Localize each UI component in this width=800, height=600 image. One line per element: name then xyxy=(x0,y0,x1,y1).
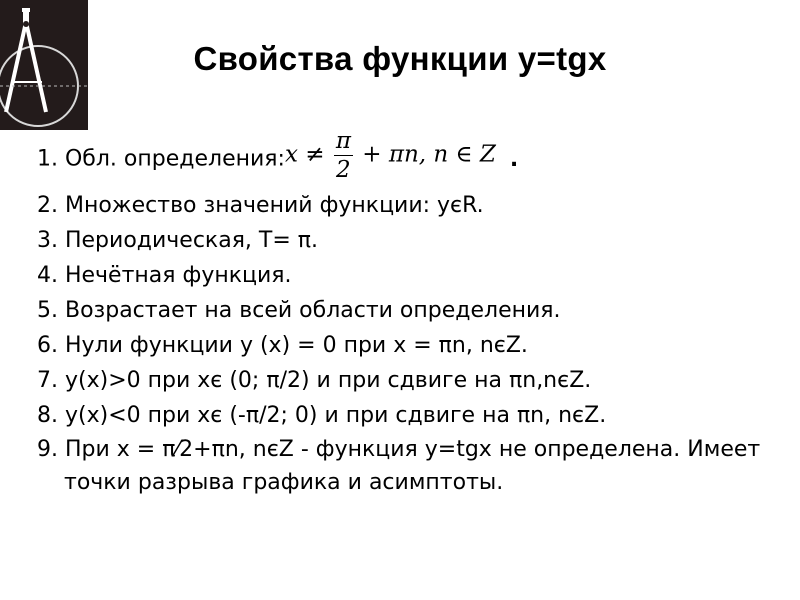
properties-list xyxy=(37,128,777,499)
fraction-numerator: π xyxy=(335,128,351,154)
list-item-zeros: 6. Нули функции у (х) = 0 при х = πn, nєZ. xyxy=(37,333,528,358)
list-item-undefined: 9. При х = π⁄2+πn, nєZ - функция y=tgx не определена. Имеет точки разрыва графика и асимптоты. xyxy=(37,437,761,495)
item-text: 1. Обл. определения: xyxy=(37,146,285,172)
list-item-period: 3. Периодическая, Т= π. xyxy=(37,228,319,253)
formula-lhs: x ≠ xyxy=(284,141,325,168)
item-suffix: . xyxy=(509,146,519,172)
list-item-odd: 4. Нечётная функция. xyxy=(37,263,292,288)
list-item-range: 2. Множество значений функции: yєR. xyxy=(37,193,484,218)
formula-rhs: + πn, n ∈ Z xyxy=(362,141,496,168)
page-title: Свойства функции y=tgx xyxy=(193,40,607,77)
list-item-domain xyxy=(37,128,777,188)
list-item-increasing: 5. Возрастает на всей области определения. xyxy=(37,298,561,323)
domain-formula xyxy=(285,127,496,184)
fraction xyxy=(334,127,353,184)
list-item-positive: 7. у(х)>0 при хє (0; π/2) и при сдвиге на πn,nєZ. xyxy=(37,368,592,393)
list-item-negative: 8. у(х)<0 при хє (-π/2; 0) и при сдвиге на πn, nєZ. xyxy=(37,403,607,428)
fraction-denominator: 2 xyxy=(336,157,351,183)
